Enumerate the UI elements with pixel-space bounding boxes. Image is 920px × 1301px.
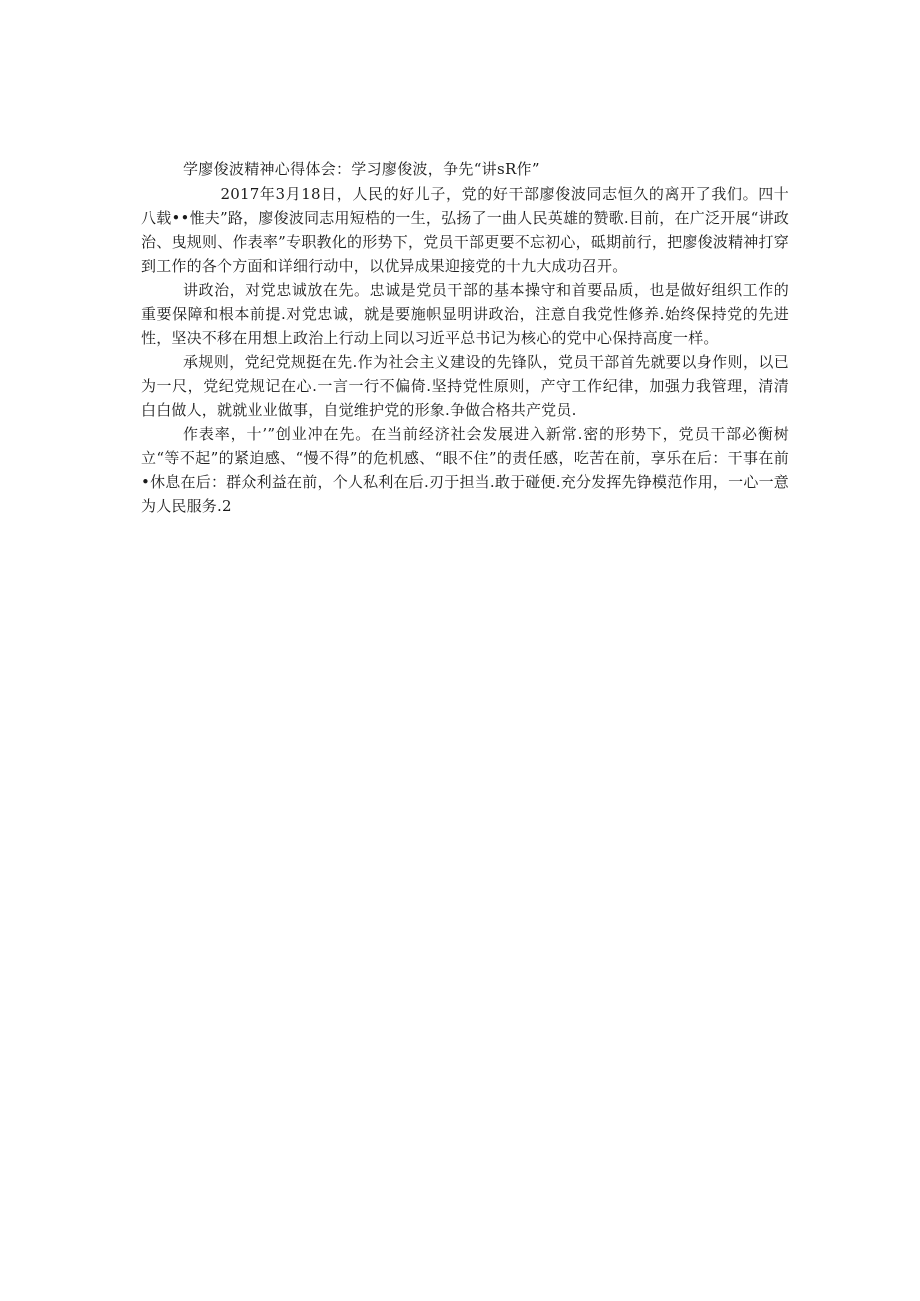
paragraph-intro: 2017年3月18日，人民的好儿子，党的好干部廖俊波同志恒久的离开了我们。四十八载••惟夫”路，廖俊波同志用短梏的一生，弘扬了一曲人民英雄的赞歌.目前，在广泛开展“讲政治、曳规则、作表率”专职教化的形势下，党员干部更要不忘初心，砥期前行，把廖俊波精神打穿到工作的各个方面和详细行动中，以优异成果迎接党的十九大成功召开。 <box>141 185 789 275</box>
document-title: 学廖俊波精神心得体会：学习廖俊波，争先“讲sR作” <box>183 160 540 178</box>
paragraph-politics: 讲政治，对党忠诚放在先。忠诚是党员干部的基本操守和首要品质，也是做好组织工作的重要保障和根本前提.对党忠诚，就是要施帜显明讲政治，注意自我党性修养.始终保持党的先进性，坚决不移在用想上政治上行动上同以习近平总书记为核心的党中心保持高度一样。 <box>141 281 789 347</box>
paragraph-example: 作表率，十’”创业冲在先。在当前经济社会发展进入新常.密的形势下，党员干部必衡树立“等不起”的紧迫感、“慢不得”的危机感、“眼不住”的责任感，吃苦在前，享乐在后：干事在前•休息在后：群众利益在前，个人私利在后.刃于担当.敢于碰便.充分发挥先铮模范作用，一心一意为人民服务.2 <box>141 425 789 515</box>
document-body <box>141 182 789 518</box>
paragraph-rules: 承规则，党纪党规挺在先.作为社会主义建设的先锋队，党员干部首先就要以身作则，以已为一尺，党纪党规记在心.一言一行不偏倚.坚持党性原则，产守工作纪律，加强力我管理，清清白白做人，就就业业做事，自觉维护党的形象.争做合格共产党员. <box>141 353 789 419</box>
